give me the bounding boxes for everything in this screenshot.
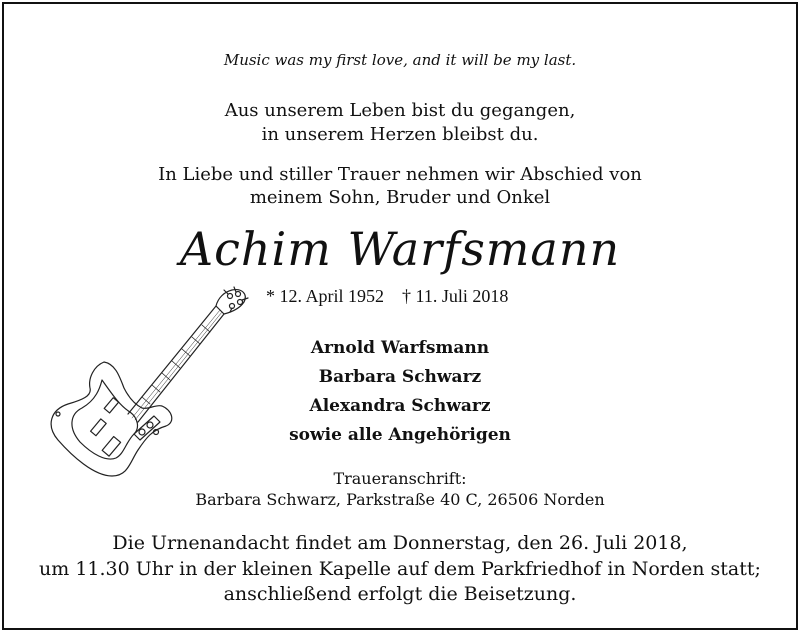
verse-line-1: Aus unserem Leben bist du gegangen, xyxy=(224,100,576,121)
intro-line-2: meinem Sohn, Bruder und Onkel xyxy=(249,187,551,208)
life-dates xyxy=(266,286,508,307)
motto: Music was my first love, and it will be my last. xyxy=(223,51,577,69)
ceremony-line-3: anschließend erfolgt die Beisetzung. xyxy=(223,583,577,605)
mourner-4: sowie alle Angehörigen xyxy=(289,425,511,445)
intro-line-1: In Liebe und stiller Trauer nehmen wir Abschied von xyxy=(158,164,642,185)
mourner-1: Arnold Warfsmann xyxy=(310,338,490,358)
bass-guitar-icon xyxy=(44,284,254,494)
death-date: † 11. Juli 2018 xyxy=(402,286,509,306)
ceremony-line-1: Die Urnenandacht findet am Donnerstag, den 26. Juli 2018, xyxy=(112,532,688,554)
ceremony-line-2: um 11.30 Uhr in der kleinen Kapelle auf dem Parkfriedhof in Norden statt; xyxy=(39,558,761,580)
mourner-3: Alexandra Schwarz xyxy=(309,396,491,416)
deceased-name: Achim Warfsmann xyxy=(179,222,621,276)
obituary-notice xyxy=(2,2,798,630)
address-label: Traueranschrift: xyxy=(333,469,467,488)
verse-line-2: in unserem Herzen bleibst du. xyxy=(261,124,539,145)
mourner-2: Barbara Schwarz xyxy=(318,367,482,387)
address-value: Barbara Schwarz, Parkstraße 40 C, 26506 Norden xyxy=(195,490,605,509)
birth-date: * 12. April 1952 xyxy=(266,286,385,306)
